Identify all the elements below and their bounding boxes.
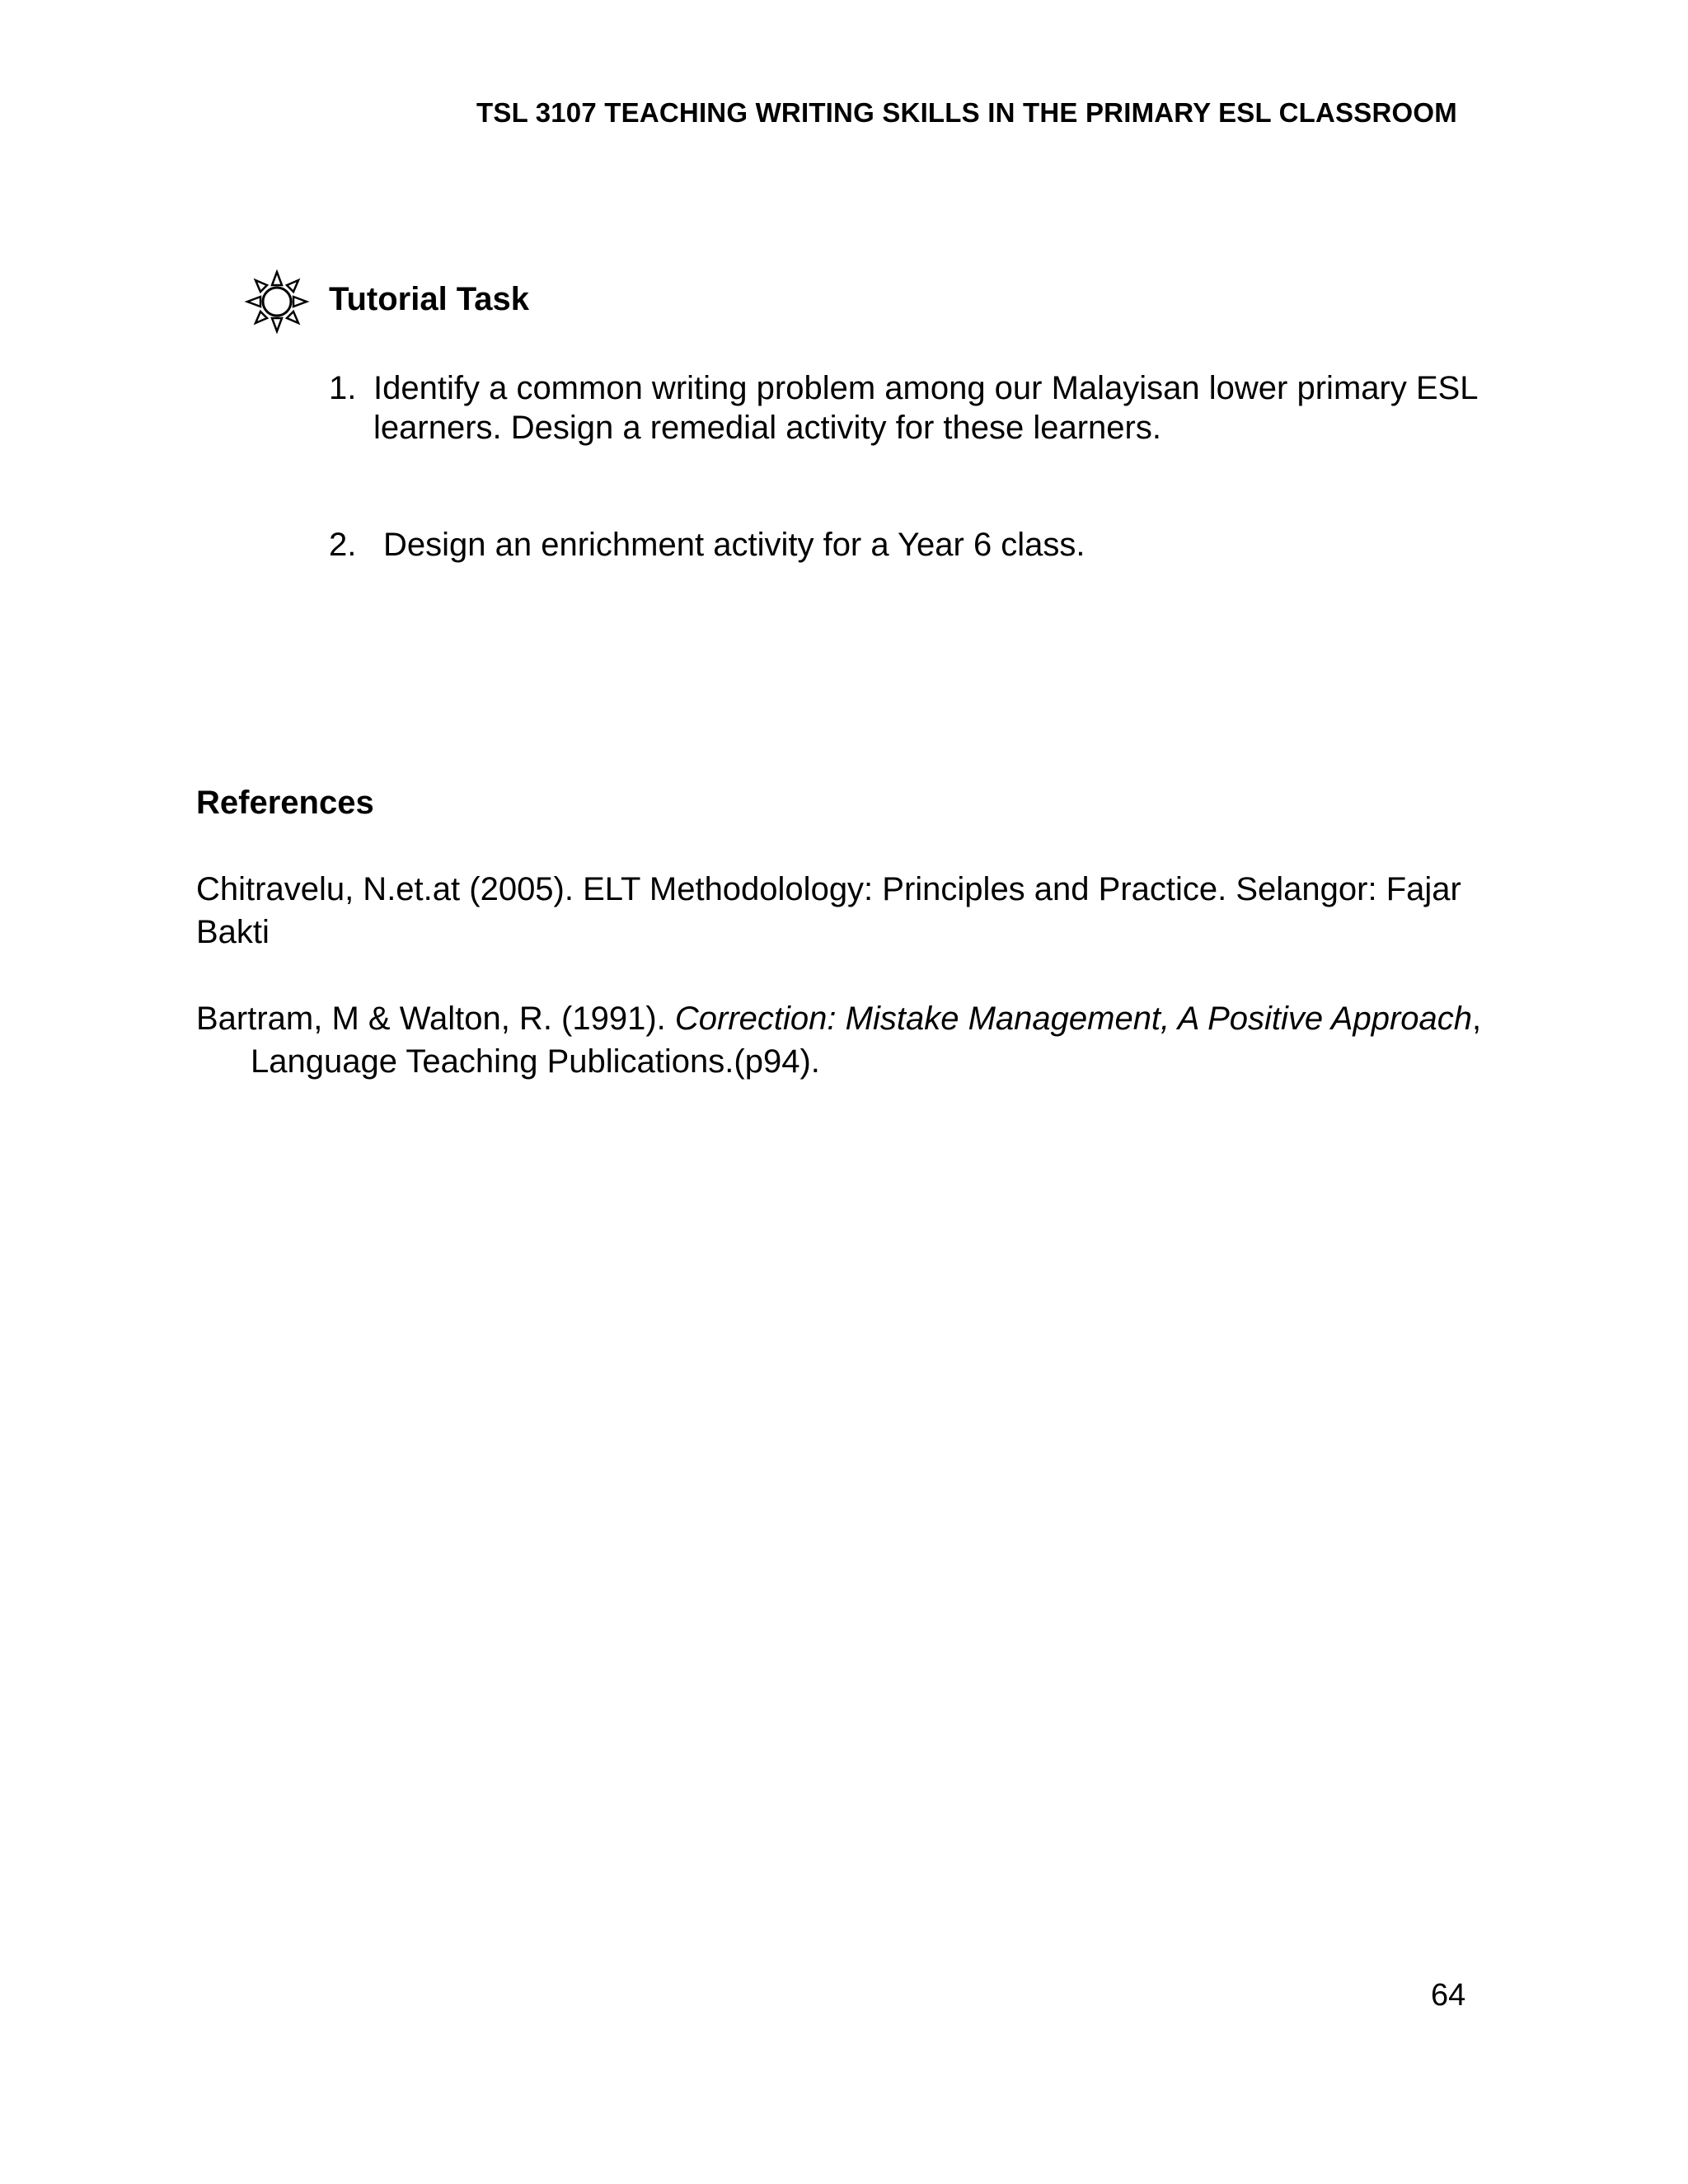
reference-authors: Bartram, M & Walton, R. (1991). — [196, 1001, 675, 1037]
tutorial-task-heading: Tutorial Task — [329, 281, 530, 317]
task-item-text — [373, 368, 1479, 448]
reference-line: Chitravelu, N.et.at (2005). ELT Methodolology: Principles and Practice. Selangor: Fajar — [196, 871, 1461, 907]
reference-line: Language Teaching Publications.(p94). — [251, 1043, 820, 1080]
reference-punctuation: , — [1472, 1001, 1482, 1037]
sun-icon — [244, 269, 310, 335]
task-item-number: 2. — [329, 527, 357, 563]
running-header: TSL 3107 TEACHING WRITING SKILLS IN THE PRIMARY ESL CLASSROOM — [476, 97, 1457, 128]
reference-entry-2 — [196, 997, 1481, 1083]
task-item-line: Identify a common writing problem among our Malayisan lower primary ESL — [373, 370, 1479, 406]
references-heading: References — [196, 785, 374, 821]
task-item-line: learners. Design a remedial activity for these learners. — [373, 410, 1161, 446]
reference-line — [196, 997, 1481, 1040]
reference-title-italic: Correction: Mistake Management, A Positive Approach — [674, 1001, 1473, 1037]
page-number: 64 — [1431, 1978, 1466, 2013]
task-item-number: 1. — [329, 370, 357, 406]
task-item-line: Design an enrichment activity for a Year 6 class. — [383, 527, 1085, 563]
reference-entry-1 — [196, 868, 1461, 954]
reference-line: Bakti — [196, 914, 270, 950]
task-item-text — [383, 525, 1085, 565]
